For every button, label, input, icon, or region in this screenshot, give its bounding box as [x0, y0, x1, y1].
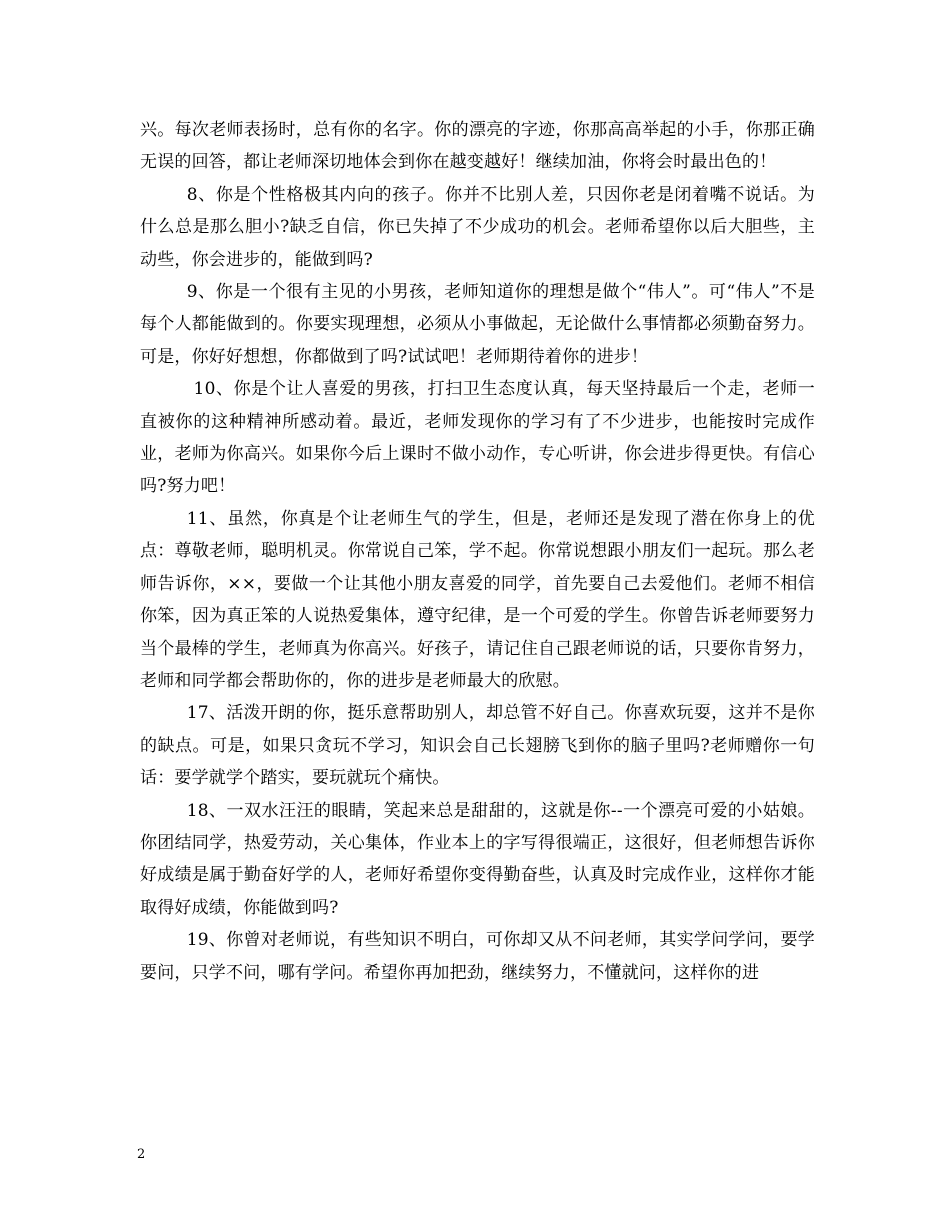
paragraph-comment-19: 19、你曾对老师说，有些知识不明白，可你却又从不问老师，其实学问学问，要学要问，只学不问，哪有学问。希望你再加把劲，继续努力，不懂就问，这样你的进	[140, 930, 815, 983]
paragraph-comment-10: 10、你是个让人喜爱的男孩，打扫卫生态度认真，每天坚持最后一个走，老师一直被你的这种精神所感动着。最近，老师发现你的学习有了不少进步，也能按时完成作业，老师为你高兴。如果你今后上课时不做小动作，专心听讲，你会进步得更快。有信心吗?努力吧！	[140, 379, 815, 497]
paragraph-comment-11: 11、虽然，你真是个让老师生气的学生，但是，老师还是发现了潜在你身上的优点：尊敬老师，聪明机灵。你常说自己笨，学不起。你常说想跟小朋友们一起玩。那么老师告诉你，××，要做一个让其他小朋友喜爱的同学，首先要自己去爱他们。老师不相信你笨，因为真正笨的人说热爱集体，遵守纪律，是一个可爱的学生。你曾告诉老师要努力当个最棒的学生，老师真为你高兴。好孩子，请记住自己跟老师说的话，只要你肯努力，老师和同学都会帮助你的，你的进步是老师最大的欣慰。	[140, 508, 815, 691]
paragraph-continuation: 兴。每次老师表扬时，总有你的名字。你的漂亮的字迹，你那高高举起的小手，你那正确无误的回答，都让老师深切地体会到你在越变越好！继续加油，你将会时最出色的！	[140, 120, 815, 173]
paragraph-comment-8: 8、你是个性格极其内向的孩子。你并不比别人差，只因你老是闭着嘴不说话。为什么总是那么胆小?缺乏自信，你已失掉了不少成功的机会。老师希望你以后大胆些，主动些，你会进步的，能做到吗?	[140, 184, 815, 270]
document-body	[140, 114, 815, 989]
paragraph-comment-9: 9、你是一个很有主见的小男孩，老师知道你的理想是做个“伟人”。可“伟人”不是每个人都能做到的。你要实现理想，必须从小事做起，无论做什么事情都必须勤奋努力。可是，你好好想想，你都做到了吗?试试吧！老师期待着你的进步！	[140, 282, 815, 367]
paragraph-comment-18: 18、一双水汪汪的眼睛，笑起来总是甜甜的，这就是你--一个漂亮可爱的小姑娘。你团结同学，热爱劳动，关心集体，作业本上的字写得很端正，这很好，但老师想告诉你好成绩是属于勤奋好学的人，老师好希望你变得勤奋些，认真及时完成作业，这样你才能取得好成绩，你能做到吗?	[140, 800, 815, 918]
page-number: 2	[137, 1147, 146, 1162]
paragraph-comment-17: 17、活泼开朗的你，挺乐意帮助别人，却总管不好自己。你喜欢玩耍，这并不是你的缺点。可是，如果只贪玩不学习，知识会自己长翅膀飞到你的脑子里吗?老师赠你一句话：要学就学个踏实，要玩就玩个痛快。	[140, 703, 815, 789]
